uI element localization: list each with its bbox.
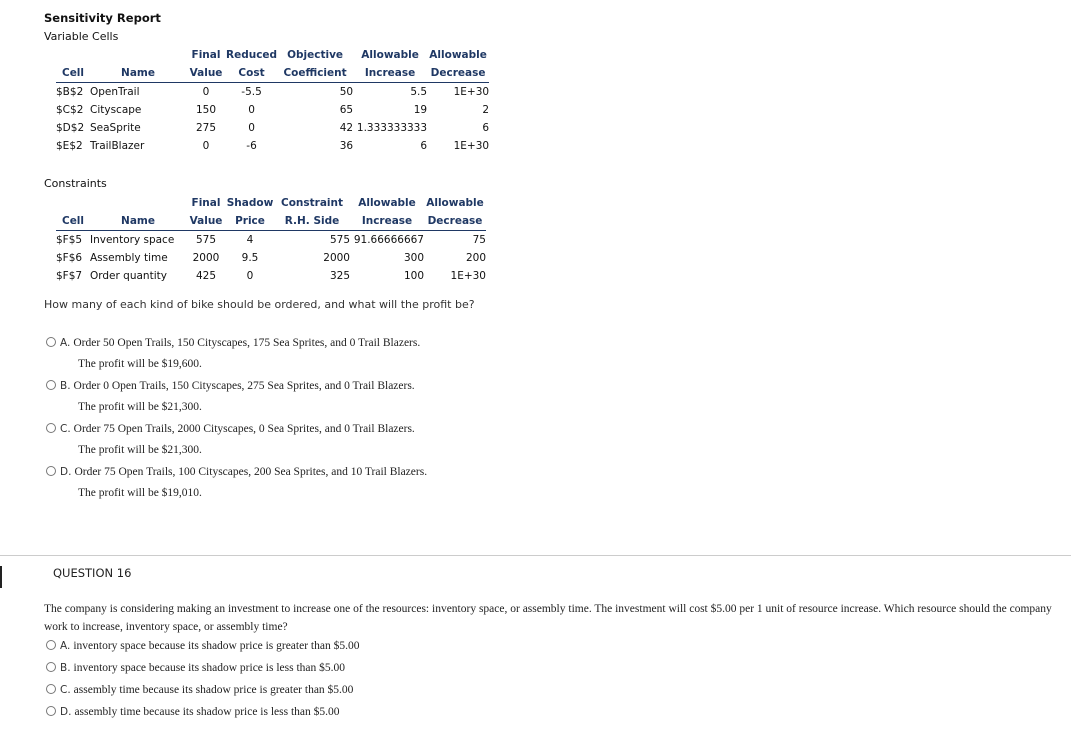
cell-ref: $E$2 <box>56 140 83 152</box>
final-value: 275 <box>195 122 217 134</box>
shadow-price: 9.5 <box>241 252 259 264</box>
answer-option-d[interactable] <box>46 706 340 718</box>
column-header: Cell <box>56 212 90 231</box>
objective-coefficient: 42 <box>339 122 354 134</box>
column-header: Decrease <box>427 64 489 83</box>
column-header: Coefficient <box>277 64 353 83</box>
column-header: Final <box>191 49 221 61</box>
allowable-increase: 1.333333333 <box>356 122 428 134</box>
final-value: 575 <box>195 234 217 246</box>
constraint-rhs: 2000 <box>323 252 350 264</box>
final-value: 0 <box>202 140 210 152</box>
answer-option-c[interactable] <box>46 423 415 435</box>
option-letter: D. <box>60 706 72 718</box>
option-text-line2: The profit will be $19,010. <box>78 487 202 499</box>
column-header <box>56 46 90 64</box>
column-header: Cell <box>56 64 90 83</box>
cell-ref: $B$2 <box>56 86 84 98</box>
cell-name: Cityscape <box>90 104 142 116</box>
column-header: Allowable <box>426 197 484 209</box>
option-text-line2: The profit will be $19,600. <box>78 358 202 370</box>
variable-cells-table <box>56 46 489 155</box>
table-row <box>56 267 486 285</box>
option-letter: D. <box>60 466 72 478</box>
objective-coefficient: 50 <box>339 86 354 98</box>
column-header: Allowable <box>361 49 419 61</box>
option-text: Order 75 Open Trails, 100 Cityscapes, 200 Sea Sprites, and 10 Trail Blazers. <box>74 466 428 478</box>
table-header-row <box>56 64 489 83</box>
column-header: Name <box>90 212 186 231</box>
allowable-increase: 19 <box>413 104 428 116</box>
column-header: Shadow <box>226 197 274 209</box>
allowable-decrease: 1E+30 <box>450 270 486 282</box>
cell-name: Order quantity <box>90 270 167 282</box>
radio-button[interactable] <box>46 337 56 347</box>
final-value: 0 <box>202 86 210 98</box>
allowable-increase: 6 <box>420 140 428 152</box>
column-header: Reduced <box>226 49 278 61</box>
cell-name: TrailBlazer <box>90 140 145 152</box>
option-text: inventory space because its shadow price is less than $5.00 <box>73 662 346 674</box>
cell-ref: $C$2 <box>56 104 84 116</box>
column-header <box>56 194 90 212</box>
reduced-cost: 0 <box>248 122 255 134</box>
cell-ref: $F$6 <box>56 252 83 264</box>
constraint-rhs: 575 <box>329 234 350 246</box>
cell-ref: $F$5 <box>56 234 83 246</box>
allowable-decrease: 75 <box>472 234 486 246</box>
column-header: Value <box>186 64 226 83</box>
table-row <box>56 83 489 102</box>
column-header: Value <box>186 212 226 231</box>
cell-ref: $D$2 <box>56 122 85 134</box>
answer-option-b[interactable] <box>46 380 415 392</box>
option-text: inventory space because its shadow price is greater than $5.00 <box>73 640 360 652</box>
table-header-row <box>56 46 489 64</box>
objective-coefficient: 65 <box>339 104 354 116</box>
column-header: Constraint <box>280 197 344 209</box>
option-letter: C. <box>60 684 71 696</box>
column-header <box>90 194 186 212</box>
column-header: Allowable <box>429 49 487 61</box>
radio-button[interactable] <box>46 466 56 476</box>
option-letter: C. <box>60 423 71 435</box>
option-letter: A. <box>60 337 71 349</box>
question-text: The company is considering making an investment to increase one of the resources: inventory space, or assembly time. The investment will cost $5.00 per 1 unit of resource increase. Which resource should the company work to increase, inventory space, or assembly time? <box>44 603 1052 633</box>
answer-option-a[interactable] <box>46 640 359 652</box>
reduced-cost: -5.5 <box>241 86 262 98</box>
constraint-rhs: 325 <box>329 270 350 282</box>
cell-name: OpenTrail <box>90 86 140 98</box>
column-header: Allowable <box>358 197 416 209</box>
column-header <box>90 46 186 64</box>
answer-option-d[interactable] <box>46 466 427 478</box>
question-marker <box>0 566 2 588</box>
option-text: assembly time because its shadow price is greater than $5.00 <box>73 684 354 696</box>
allowable-decrease: 2 <box>482 104 490 116</box>
cell-ref: $F$7 <box>56 270 83 282</box>
option-text-line2: The profit will be $21,300. <box>78 401 202 413</box>
radio-button[interactable] <box>46 706 56 716</box>
table-row <box>56 249 486 267</box>
column-header: Decrease <box>424 212 486 231</box>
allowable-increase: 300 <box>403 252 424 264</box>
table-row <box>56 137 489 155</box>
question-prompt: How many of each kind of bike should be ordered, and what will the profit be? <box>44 298 475 311</box>
variable-cells-title: Variable Cells <box>44 30 119 43</box>
column-header: Increase <box>350 212 424 231</box>
allowable-decrease: 200 <box>465 252 486 264</box>
radio-button[interactable] <box>46 684 56 694</box>
cell-name: Assembly time <box>90 252 168 264</box>
radio-button[interactable] <box>46 380 56 390</box>
column-header: Final <box>191 197 221 209</box>
shadow-price: 0 <box>246 270 254 282</box>
option-letter: A. <box>60 640 71 652</box>
allowable-decrease: 1E+30 <box>453 86 490 98</box>
allowable-decrease: 6 <box>482 122 490 134</box>
cell-name: SeaSprite <box>90 122 141 134</box>
radio-button[interactable] <box>46 423 56 433</box>
answer-option-a[interactable] <box>46 337 420 349</box>
option-letter: B. <box>60 662 71 674</box>
option-text: assembly time because its shadow price is less than $5.00 <box>74 706 340 718</box>
column-header: Price <box>226 212 274 231</box>
allowable-increase: 91.66666667 <box>353 234 424 246</box>
table-header-row <box>56 194 486 212</box>
section-divider <box>0 555 1071 556</box>
option-text: Order 50 Open Trails, 150 Cityscapes, 175 Sea Sprites, and 0 Trail Blazers. <box>73 337 421 349</box>
reduced-cost: 0 <box>248 104 255 116</box>
allowable-increase: 100 <box>403 270 424 282</box>
column-header: Objective <box>287 49 344 61</box>
radio-button[interactable] <box>46 662 56 672</box>
radio-button[interactable] <box>46 640 56 650</box>
table-row <box>56 119 489 137</box>
column-header: Increase <box>353 64 427 83</box>
final-value: 150 <box>195 104 217 116</box>
answer-option-c[interactable] <box>46 684 353 696</box>
column-header: R.H. Side <box>274 212 350 231</box>
table-row <box>56 101 489 119</box>
cell-name: Inventory space <box>90 234 175 246</box>
final-value: 425 <box>195 270 217 282</box>
question-title: QUESTION 16 <box>53 566 132 580</box>
allowable-decrease: 1E+30 <box>453 140 490 152</box>
option-text: Order 75 Open Trails, 2000 Cityscapes, 0 Sea Sprites, and 0 Trail Blazers. <box>73 423 415 435</box>
constraints-table <box>56 194 486 285</box>
option-letter: B. <box>60 380 71 392</box>
objective-coefficient: 36 <box>339 140 354 152</box>
final-value: 2000 <box>192 252 220 264</box>
column-header: Cost <box>226 64 277 83</box>
report-title: Sensitivity Report <box>44 11 161 25</box>
reduced-cost: -6 <box>246 140 257 152</box>
table-row <box>56 231 486 250</box>
option-text-line2: The profit will be $21,300. <box>78 444 202 456</box>
shadow-price: 4 <box>246 234 254 246</box>
allowable-increase: 5.5 <box>410 86 428 98</box>
table-header-row <box>56 212 486 231</box>
answer-option-b[interactable] <box>46 662 345 674</box>
column-header: Name <box>90 64 186 83</box>
option-text: Order 0 Open Trails, 150 Cityscapes, 275 Sea Sprites, and 0 Trail Blazers. <box>73 380 415 392</box>
constraints-title: Constraints <box>44 177 107 190</box>
